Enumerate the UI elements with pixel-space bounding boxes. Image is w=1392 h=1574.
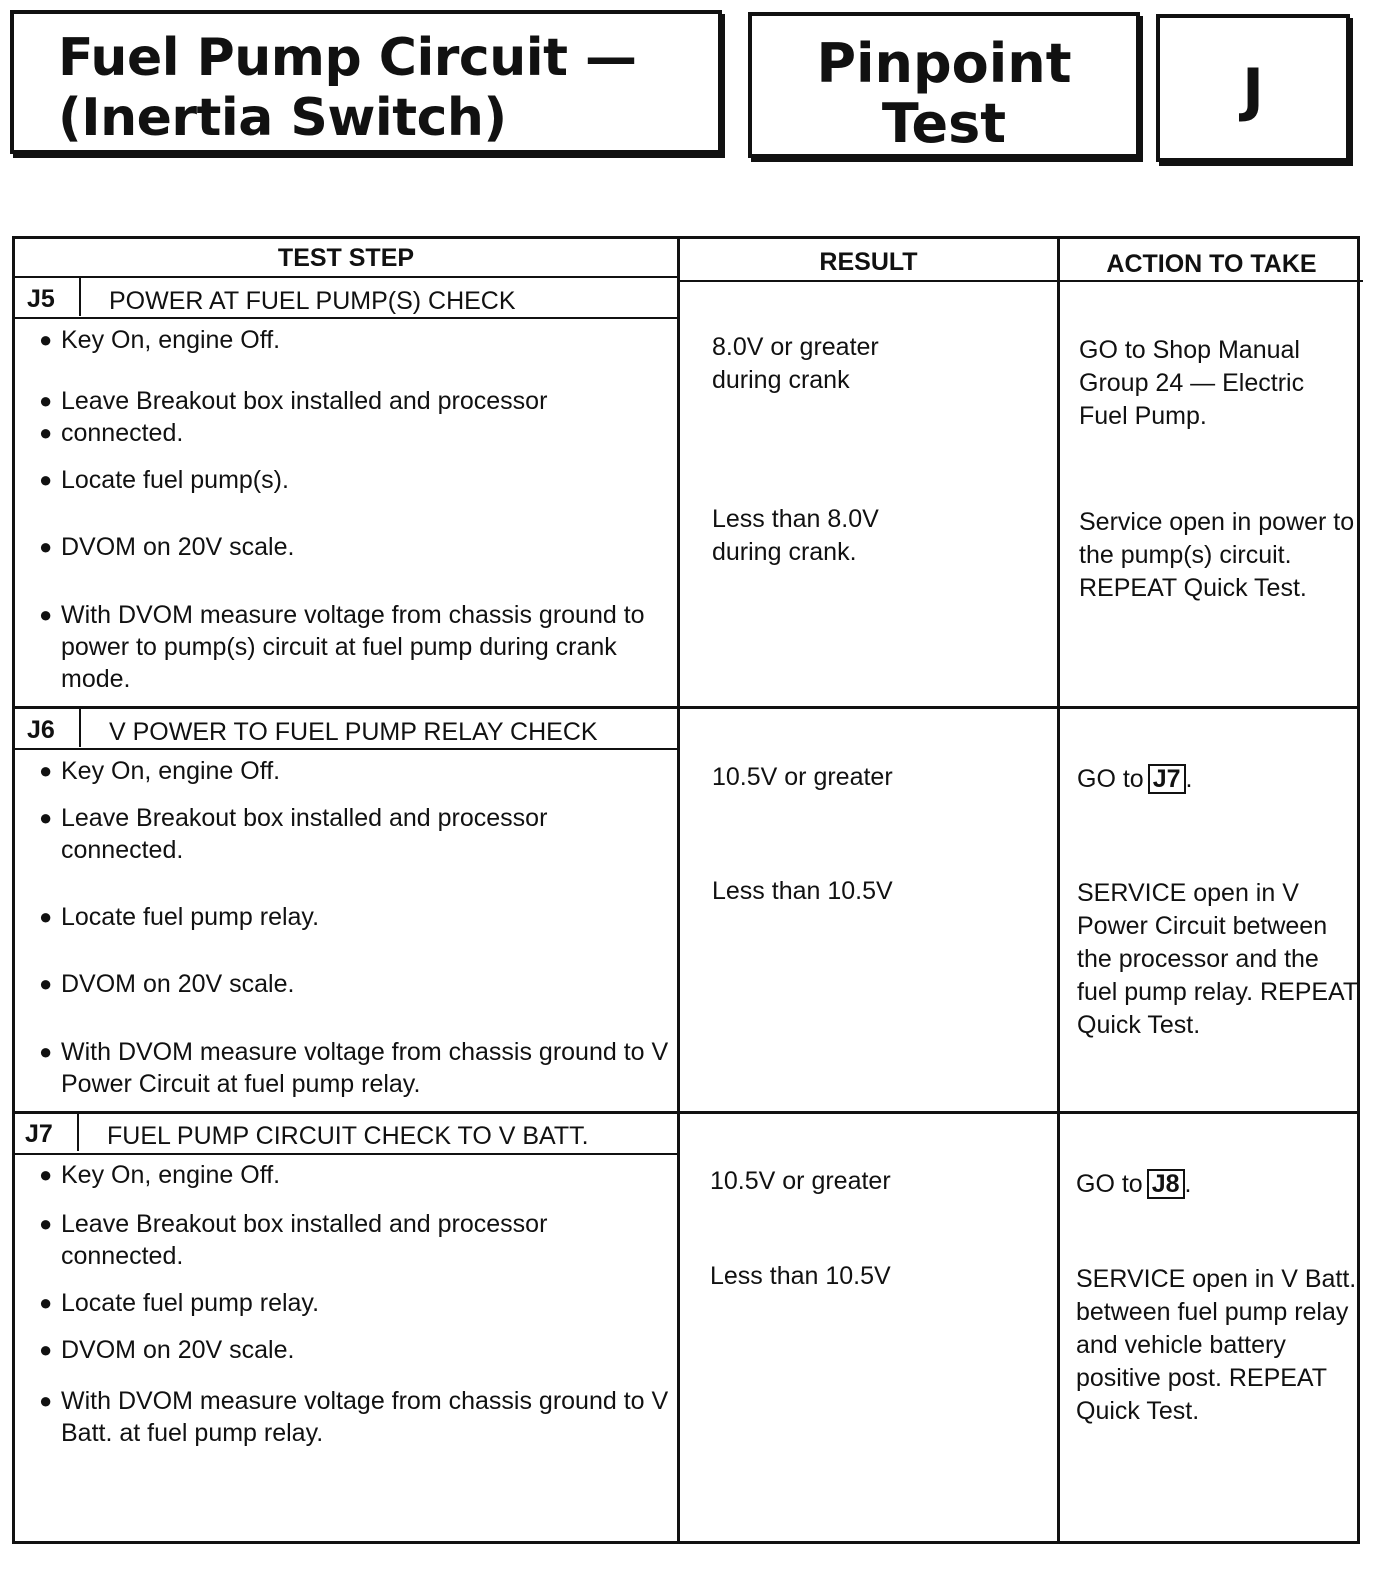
list-item: ● Key On, engine Off. — [39, 326, 281, 354]
column-divider-action — [1057, 239, 1060, 1541]
column-header-action: ACTION TO TAKE — [1106, 250, 1317, 278]
test-letter: J — [1242, 56, 1264, 124]
list-item: ● connected. — [39, 419, 184, 447]
result-j5-fail: Less than 8.0V during crank. — [712, 505, 879, 566]
list-item: ● Leave Breakout box installed and processor — [39, 387, 548, 415]
list-item: ● Locate fuel pump(s). — [39, 466, 289, 494]
list-item: ● With DVOM measure voltage from chassis ground to power to pump(s) circuit at fuel pump during crank mode. — [39, 601, 645, 693]
step-id-separator — [79, 709, 81, 747]
header-underline-test-step — [15, 276, 677, 278]
action-j6-fail: SERVICE open in V Power Circuit between the processor and the fuel pump relay. REPEAT Quick Test. — [1077, 879, 1358, 1039]
step-title-underline — [15, 1153, 677, 1155]
action-j7-fail: SERVICE open in V Batt. between fuel pump relay and vehicle battery positive post. REPEAT Quick Test. — [1076, 1265, 1357, 1425]
list-item: ● Locate fuel pump relay. — [39, 1289, 320, 1317]
result-j7-fail: Less than 10.5V — [710, 1262, 891, 1290]
step-title-j5: POWER AT FUEL PUMP(S) CHECK — [109, 287, 516, 315]
title-line-1: Fuel Pump Circuit — — [58, 28, 637, 88]
title-box — [10, 10, 722, 154]
list-item: ● Locate fuel pump relay. — [39, 903, 320, 931]
pinpoint-test-box — [748, 12, 1140, 158]
step-id-j5: J5 — [27, 285, 55, 313]
result-j6-fail: Less than 10.5V — [712, 877, 893, 905]
result-j6-pass: 10.5V or greater — [712, 763, 893, 791]
step-id-j7: J7 — [25, 1120, 53, 1148]
pinpoint-test-table — [12, 236, 1360, 1544]
step-title-j7: FUEL PUMP CIRCUIT CHECK TO V BATT. — [107, 1122, 589, 1150]
step-title-j6: V POWER TO FUEL PUMP RELAY CHECK — [109, 718, 598, 746]
action-j5-pass: GO to Shop Manual Group 24 — Electric Fuel Pump. — [1079, 336, 1305, 430]
action-j5-fail: Service open in power to the pump(s) circuit. REPEAT Quick Test. — [1079, 508, 1355, 602]
header-underline-result-action — [677, 280, 1363, 282]
action-j6-pass: GO to J7 . — [1077, 765, 1193, 793]
title-line-2: (Inertia Switch) — [58, 88, 507, 148]
list-item: ● Leave Breakout box installed and processor connected. — [39, 804, 548, 864]
goto-j7-link[interactable]: J7 — [1148, 764, 1186, 794]
result-j5-pass: 8.0V or greater during crank — [712, 333, 879, 394]
list-item: ● DVOM on 20V scale. — [39, 970, 295, 998]
column-divider-result — [677, 239, 680, 1541]
list-item: ● With DVOM measure voltage from chassis ground to V Power Circuit at fuel pump relay. — [39, 1038, 669, 1098]
column-header-result: RESULT — [819, 248, 918, 276]
goto-j8-link[interactable]: J8 — [1147, 1169, 1185, 1199]
list-item: ● Key On, engine Off. — [39, 757, 281, 785]
list-item: ● Leave Breakout box installed and processor connected. — [39, 1210, 548, 1270]
list-item: ● DVOM on 20V scale. — [39, 1336, 295, 1364]
column-header-test-step: TEST STEP — [277, 244, 415, 272]
test-label: Test — [881, 92, 1007, 155]
page-title — [58, 28, 637, 148]
row-divider-1 — [15, 706, 1357, 709]
test-letter-box — [1156, 14, 1350, 162]
result-j7-pass: 10.5V or greater — [710, 1167, 891, 1195]
step-id-j6: J6 — [27, 716, 55, 744]
list-item: ● With DVOM measure voltage from chassis ground to V Batt. at fuel pump relay. — [39, 1387, 669, 1447]
row-divider-2 — [15, 1111, 1357, 1114]
list-item: ● Key On, engine Off. — [39, 1161, 281, 1189]
step-title-underline — [15, 317, 677, 319]
action-j7-pass: GO to J8 . — [1076, 1170, 1192, 1198]
step-id-separator — [77, 1113, 79, 1151]
pinpoint-label: Pinpoint — [816, 32, 1072, 95]
list-item: ● DVOM on 20V scale. — [39, 533, 295, 561]
step-id-separator — [79, 278, 81, 316]
step-title-underline — [15, 748, 677, 750]
